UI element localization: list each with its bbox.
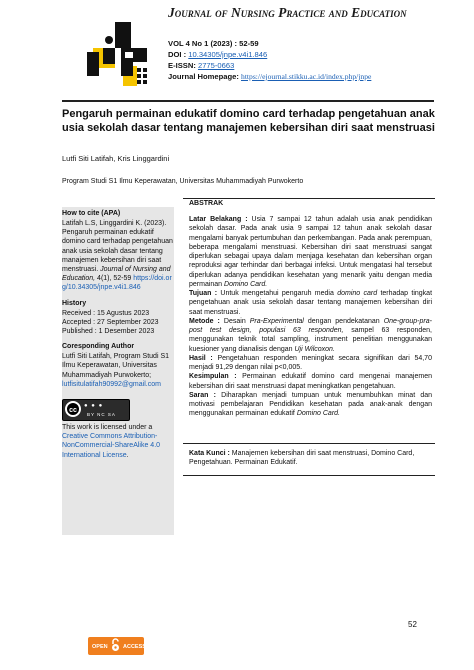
license-pre: This work is licensed under a [62, 424, 153, 432]
cite-doi-link[interactable]: https://doi.org/10.34305/jnpe.v4i1.846 [62, 275, 172, 292]
cc-icon: cc [65, 401, 81, 417]
eissn-row [168, 60, 371, 71]
abstract-suggestion: Saran : Diharapkan menjadi tumpuan untuk menumbuhkan minat dan motivasi pembelajaran Pendidikan kesehatan pada anak-anak dengan menggunakan permainan edukatif Domino Card. [189, 391, 433, 418]
oa-open-text: OPEN [92, 644, 108, 650]
doi-link[interactable]: 10.34305/jnpe.v4i1.846 [188, 50, 268, 59]
cite-heading: How to cite (APA) [62, 210, 121, 217]
keywords-label: Kata Kunci : [189, 450, 230, 457]
eissn-label: E-ISSN: [168, 61, 196, 70]
open-access-badge [88, 637, 144, 655]
doi-label: DOI : [168, 50, 187, 59]
abstract-conclusion: Kesimpulan : Permainan edukatif domino card mengenai manajemen kebersihan diri saat menstruasi dapat meningkatkan pengetahuan. [189, 373, 432, 390]
abstract-background: Latar Belakang : Usia 7 sampai 12 tahun adalah usia anak pendidikan sekolah dasar. Pada anak usia 9 sampai 12 tahun anak sekolah dasar mengalami banyak pertumbuhan dan perkembangan. Pada anak perempuan, beberapa mengalami menstruasi. Kebersihan diri saat menstruasi sangat diperlukan sebagai upaya dalam menjaga kesehatan dan kebersihan organ reproduksi agar terhindar dari berbagai infeksi. Untuk mengatasi hal tersebut diperlukan adanya pendidikan kesehatan yang menarik yaitu dengan media permainan Domino Card. [189, 216, 432, 288]
abstract-heading: ABSTRAK [189, 200, 224, 207]
abstract-method: Metode : Desain Pra-Experimental dengan pendekatanan One-group-pra-post test design, populasi 63 responden, sampel 63 responden, menggunakan teknik total sampling, instrument penelitian menggunakan kuesioner yang dianalisis dengan Uji Wilcoxon. [189, 317, 432, 353]
journal-title: Journal of Nursing Practice and Education [168, 5, 407, 20]
journal-logo [85, 18, 155, 88]
cc-license-badge[interactable] [62, 399, 130, 421]
keywords [189, 449, 432, 468]
license-block [62, 423, 174, 460]
cite-block [62, 219, 174, 293]
article-info-sidebar [62, 207, 174, 535]
license-link[interactable]: Creative Commons Attribution-NonCommercial-ShareAlike 4.0 International License [62, 433, 161, 459]
history-published: Published : 1 Desember 2023 [62, 328, 155, 336]
cite-text: Latifah L.S, Linggardini K. (2023). Pengaruh permainan edukatif domino card terhadap pengetahuan anak usia sekolah dasar tentang manajemen kebersihan diri saat menstruasi. [62, 220, 173, 274]
homepage-row [168, 71, 371, 82]
oa-access-text: ACCESS [123, 644, 146, 650]
keywords-text: Manajemen kebersihan diri saat menstruasi, Domino Card, Pengetahuan. Permainan Edukatif. [189, 450, 415, 467]
corr-text: Lutfi Siti Latifah, Program Studi S1 Ilmu Keperawatan, Universitas Muhammadiyah Purwokerto; [62, 353, 169, 379]
cite-issue: 4(1), 52-59 [97, 275, 132, 283]
cite-journal: Journal of Nursing and Education, [62, 266, 171, 283]
eissn-link[interactable]: 2775-0663 [197, 61, 235, 70]
open-lock-icon [110, 638, 121, 652]
doi-row [168, 49, 371, 60]
abstract-mid-rule [183, 443, 435, 444]
volume-info: VOL 4 No 1 (2023) : 52-59 [168, 39, 259, 48]
history-heading: History [62, 299, 87, 307]
homepage-label: Journal Homepage: [168, 72, 239, 81]
page-number: 52 [408, 620, 417, 629]
history-accepted: Accepted : 27 September 2023 [62, 318, 159, 326]
abstract-top-rule [183, 198, 435, 199]
article-affiliation: Program Studi S1 Ilmu Keperawatan, Universitas Muhammadiyah Purwokerto [62, 178, 304, 185]
abstract-results: Hasil : Pengetahuan responden meningkat secara signifikan dari 54,70 menjadi 91,29 dengan nilai p<0,005. [189, 354, 432, 371]
corr-email-link[interactable]: lutfisitulatifah90992@gmail.com [62, 380, 161, 388]
cc-badge-text: BY NC SA [87, 412, 116, 418]
history-received: Received : 15 Agustus 2023 [62, 309, 150, 317]
article-title: Pengaruh permainan edukatif domino card terhadap pengetahuan anak usia sekolah dasar tentang manajemen kebersihan diri saat menstruasi [62, 108, 435, 134]
journal-meta [168, 38, 371, 82]
abstract-body [189, 215, 432, 419]
header-divider [62, 100, 434, 102]
abstract-bottom-rule [183, 475, 435, 476]
cc-attribution-icons: ● ● ● [84, 403, 104, 410]
corr-heading: Coresponding Author [62, 343, 135, 351]
homepage-link[interactable]: https://ejournal.stikku.ac.id/index.php/jnpe [241, 72, 372, 81]
article-authors: Lutfi Siti Latifah, Kris Linggardini [62, 154, 170, 163]
license-post: . [126, 451, 129, 459]
abstract-objective: Tujuan : Untuk mengetahui pengaruh media domino card terhadap tingkat pengetahuan anak usia sekolah dasar tentang manajemen kebersihan diri saat menstruasi. [189, 290, 433, 316]
